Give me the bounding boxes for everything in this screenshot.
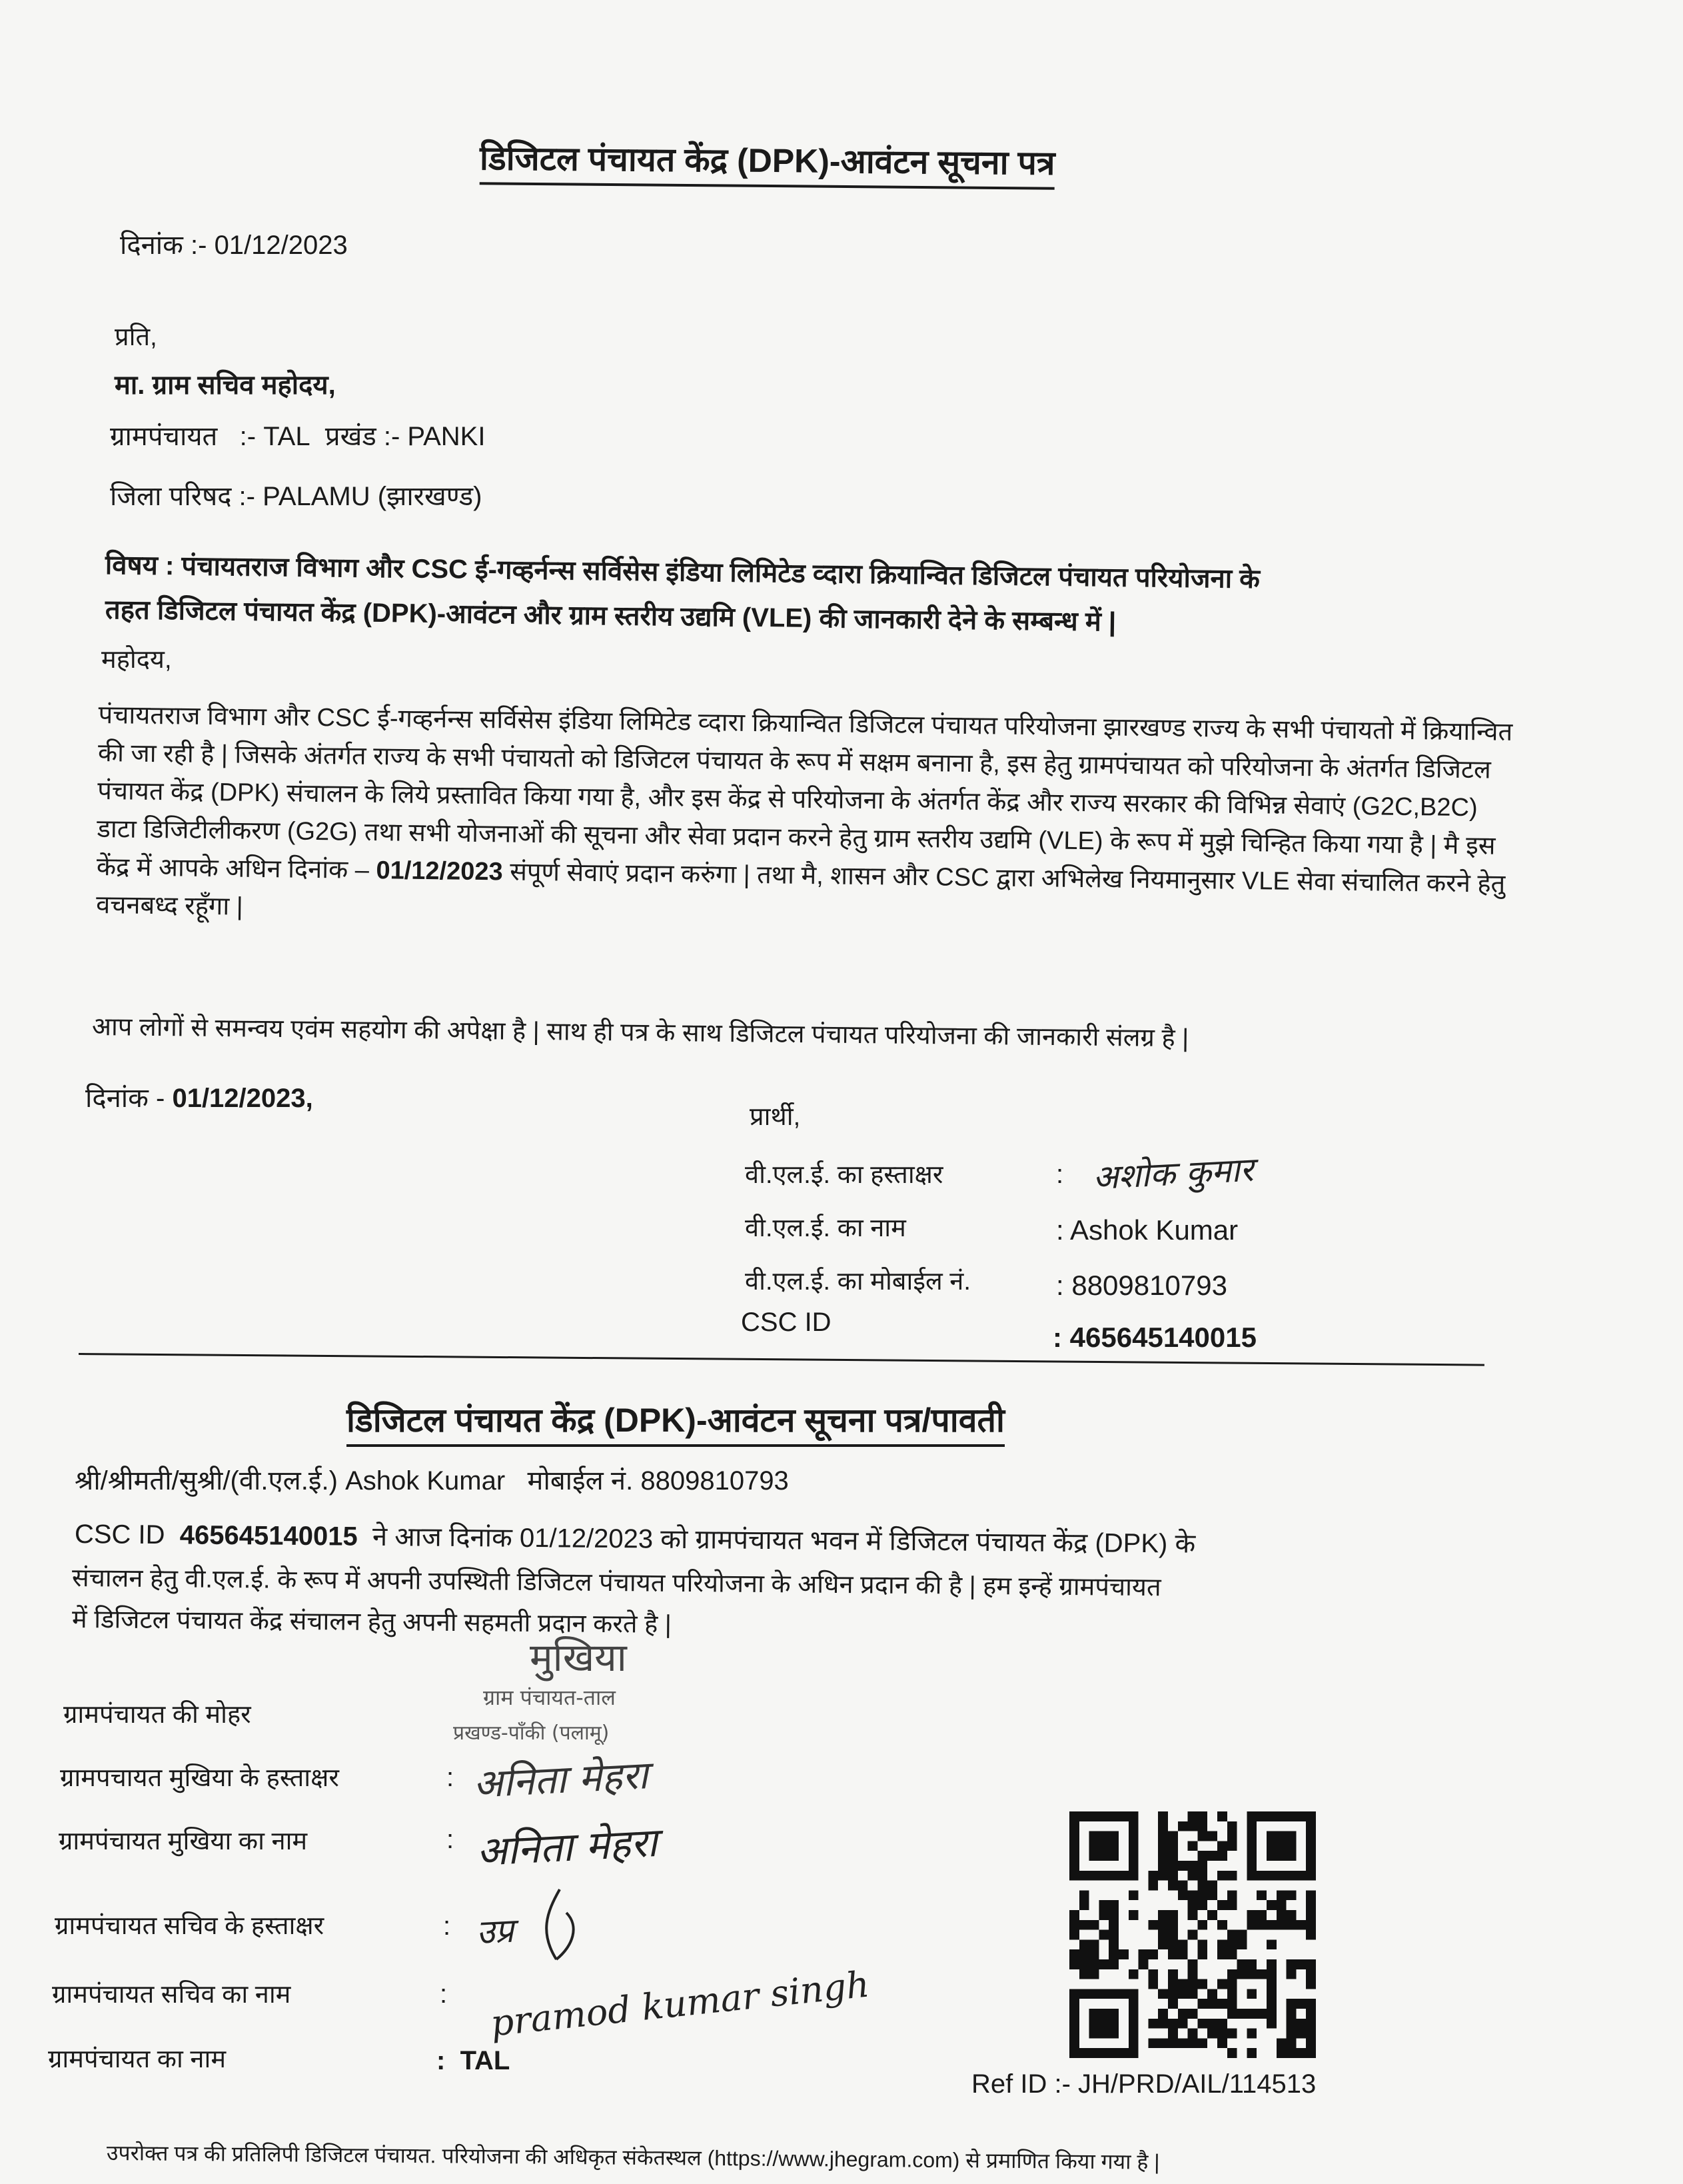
sachiv-signature-flourish	[533, 1886, 593, 1966]
mukhiya-sign-label: ग्रामपचायत मुखिया के हस्ताक्षर	[60, 1764, 339, 1792]
vle-mobile-value: 8809810793	[1071, 1270, 1227, 1301]
body-date-label: दिनांक -	[85, 1084, 165, 1113]
mukhiya-name-handwritten: अनिता मेहरा	[475, 1819, 659, 1876]
vle-name	[1056, 1214, 1238, 1246]
salutation: महोदय,	[101, 646, 172, 674]
prati-label: प्रति,	[115, 323, 157, 351]
block-label: प्रखंड :-	[324, 422, 400, 451]
vle-mobile-label: वी.एल.ई. का मोबाईल नं.	[745, 1268, 971, 1296]
gp-name-label: ग्रामपंचायत का नाम	[48, 2045, 227, 2073]
vle-name-label: वी.एल.ई. का नाम	[745, 1214, 906, 1242]
header-date-label: दिनांक :-	[120, 231, 207, 260]
district-line	[110, 477, 482, 513]
seal-label: ग्रामपंचायत की मोहर	[63, 1701, 251, 1729]
gp-label: ग्रामपंचायत	[110, 422, 218, 451]
addressee: मा. ग्राम सचिव महोदय,	[115, 371, 336, 400]
sachiv-sign-label: ग्रामपंचायत सचिव के हस्ताक्षर	[55, 1912, 324, 1940]
mukhiya-signature: अनिता मेहरा	[472, 1752, 650, 1807]
body-date-value: 01/12/2023,	[172, 1084, 313, 1113]
receipt-mobile-label: मोबाईल नं.	[527, 1466, 634, 1496]
ref-id-value: JH/PRD/AIL/114513	[1078, 2069, 1317, 2099]
subject-line-1	[105, 545, 1261, 596]
ref-id-label: Ref ID :-	[971, 2069, 1071, 2099]
seal-stamp-line-2: ग्राम पंचायत-ताल	[483, 1685, 616, 1710]
subject-line-2: तहत डिजिटल पंचायत केंद्र (DPK)-आवंटन और ग्राम स्तरीय उद्यमि (VLE) की जानकारी देने के सम्बन्ध में |	[105, 595, 1117, 637]
block-value: PANKI	[407, 422, 486, 451]
receipt-line-1	[75, 1461, 789, 1498]
seal-stamp-line-3: प्रखण्ड-पाँकी (पलामू)	[453, 1721, 610, 1745]
gp-name-colon: :	[436, 2046, 446, 2075]
gp-value: :- TAL	[239, 422, 310, 451]
footer-note: उपरोक्त पत्र की प्रतिलिपी डिजिटल पंचायत. परियोजना की अधिकृत संकेतस्थल (https://www.jhegram.com) से प्रमाणित किया गया है |	[106, 2141, 1160, 2174]
applicant-label: प्रार्थी,	[750, 1103, 801, 1131]
page-title: डिजिटल पंचायत केंद्र (DPK)-आवंटन सूचना पत्र	[480, 134, 1055, 190]
mukhiya-name-label: ग्रामपंचायत मुखिया का नाम	[59, 1827, 308, 1855]
body-paragraph	[96, 696, 1518, 942]
body-text-after: संपूर्ण सेवाएं प्रदान करुंगा | तथा मै, शासन और CSC द्वारा अभिलेख नियमानुसार VLE सेवा संचालित करने हेतु वचनबध्द रहूँगा |	[95, 858, 1506, 921]
receipt-vle-name: Ashok Kumar	[345, 1466, 506, 1496]
vle-mobile	[1056, 1270, 1227, 1302]
gp-block-line	[110, 417, 485, 453]
district-label: जिला परिषद :-	[110, 482, 255, 511]
section-divider	[79, 1353, 1484, 1366]
header-date-value: 01/12/2023	[214, 231, 348, 260]
mukhiya-name-colon: :	[446, 1825, 454, 1854]
body-date: 01/12/2023	[376, 856, 503, 886]
sachiv-name-colon: :	[440, 1979, 448, 2009]
sachiv-name-handwritten: pramod kumar singh	[488, 1963, 871, 2045]
vle-csc-colon: :	[1053, 1322, 1062, 1353]
receipt-line-3: संचालन हेतु वी.एल.ई. के रूप में अपनी उपस्थिती डिजिटल पंचायत परियोजना के अधिन प्रदान की है | हम इन्हें ग्रामपंचायत	[71, 1564, 1161, 1602]
receipt-line-2	[75, 1514, 1196, 1561]
vle-sign-colon: :	[1056, 1160, 1064, 1189]
vle-csc-label: CSC ID	[741, 1308, 832, 1337]
receipt-prefix: श्री/श्रीमती/सुश्री/(वी.एल.ई.)	[75, 1466, 338, 1496]
vle-signature: अशोक कुमार	[1091, 1150, 1255, 1198]
body-paragraph-2: आप लोगों से समन्वय एवंम सहयोग की अपेक्षा है | साथ ही पत्र के साथ डिजिटल पंचायत परियोजना की जानकारी संलग्र है |	[91, 1013, 1189, 1053]
sachiv-name-label: ग्रामपंचायत सचिव का नाम	[52, 1981, 291, 2009]
mukhiya-sign-colon: :	[446, 1763, 454, 1792]
receipt-csc-prefix: CSC ID	[74, 1520, 165, 1550]
vle-csc-value: 465645140015	[1069, 1322, 1257, 1353]
ref-id	[971, 2069, 1316, 2099]
sachiv-sign-colon: :	[443, 1911, 451, 1941]
header-date	[120, 225, 348, 262]
subject-label: विषय :	[105, 550, 175, 581]
subject-text-1: पंचायतराज विभाग और CSC ई-गव्हर्नन्स सर्विसेस इंडिया लिमिटेड व्दारा क्रियान्वित डिजिटल पंचायत परियोजना के	[181, 551, 1261, 594]
vle-mobile-colon: :	[1056, 1270, 1064, 1301]
body-text-before: पंचायतराज विभाग और CSC ई-गव्हर्नन्स सर्विसेस इंडिया लिमिटेड व्दारा क्रियान्वित डिजिटल पंचायत परियोजना झारखण्ड राज्य के सभी पंचायतो में क्रियान्वित की जा रही है | जिसके अंतर्गत राज्य के सभी पंचायतो को डिजिटल पंचायत के रूप में सक्षम बनाना है, इस हेतु ग्रामपंचायत को परियोजना के अंतर्गत डिजिटल पंचायत केंद्र (DPK) संचालन के लिये प्रस्तावित किया गया है, और इस केंद्र से परियोजना के अंतर्गत केंद्र और राज्य सरकार की विभिन्न सेवाएं (G2C,B2C) डाटा डिजिटीलीकरण (G2G) तथा सभी योजनाओं की सूचना और सेवा प्रदान करने हेतु ग्राम स्तरीय उद्यमि (VLE) के रूप में मुझे चिन्हित किया गया है | मै इस केंद्र में आपके अधिन दिनांक –	[96, 700, 1513, 884]
receipt-title: डिजिटल पंचायत केंद्र (DPK)-आवंटन सूचना पत्र/पावती	[346, 1396, 1005, 1447]
receipt-date: 01/12/2023	[519, 1523, 654, 1554]
receipt-mobile-value: 8809810793	[640, 1466, 789, 1496]
receipt-text-a: ने आज दिनांक	[372, 1522, 513, 1553]
vle-name-colon: :	[1056, 1214, 1064, 1246]
receipt-line-4: में डिजिटल पंचायत केंद्र संचालन हेतु अपनी सहमती प्रदान करते है |	[71, 1606, 672, 1639]
receipt-csc-id: 465645140015	[179, 1520, 358, 1552]
sachiv-signature: उप्र	[475, 1911, 515, 1952]
vle-name-value: Ashok Kumar	[1070, 1214, 1239, 1246]
gp-name-value: TAL	[460, 2046, 510, 2075]
vle-csc	[1053, 1322, 1257, 1354]
receipt-text-b: को ग्रामपंचायत भवन में डिजिटल पंचायत केंद्र (DPK) के	[660, 1524, 1196, 1559]
qr-code	[1069, 1811, 1316, 2058]
body-date-line	[85, 1078, 313, 1115]
seal-stamp-title: मुखिया	[530, 1635, 627, 1680]
district-state: (झारखण्ड)	[377, 482, 482, 511]
district-value: PALAMU	[263, 482, 370, 511]
gp-name	[436, 2046, 510, 2076]
vle-sign-label: वी.एल.ई. का हस्ताक्षर	[745, 1161, 943, 1189]
